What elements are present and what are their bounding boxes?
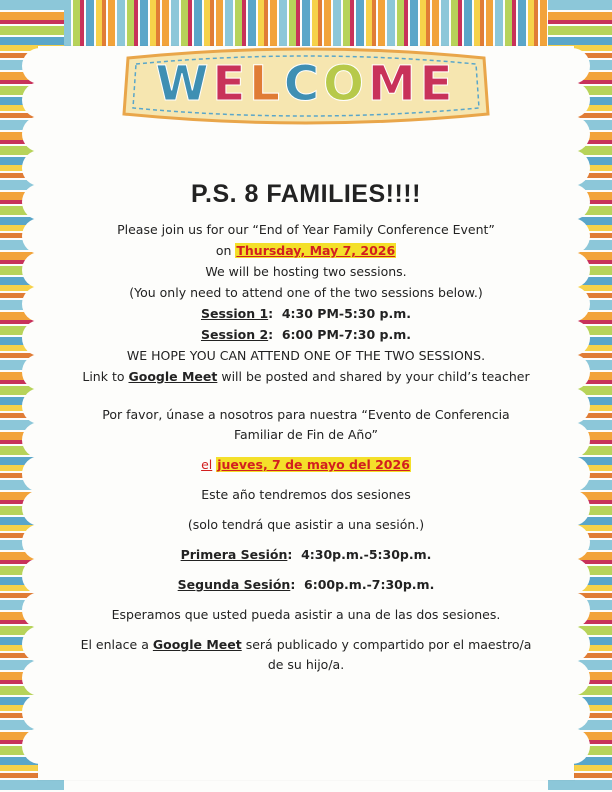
spanish-invite-line-1: Por favor, únase a nosotros para nuestra “Evento de Conferencia (102, 407, 510, 422)
scallop-edge (554, 524, 590, 560)
scallop-edge (554, 422, 590, 458)
scallop-edge (554, 456, 590, 492)
scallop-edge (22, 660, 58, 696)
event-date-highlight: Thursday, May 7, 2026 (236, 243, 396, 258)
scallop-edge (22, 150, 58, 186)
scallop-edge (554, 354, 590, 390)
link-suffix: will be posted and shared by your child’s teacher (221, 369, 530, 384)
spanish-session-1-time: 4:30p.m.-5:30p.m. (301, 547, 432, 562)
scallop-edge (22, 252, 58, 288)
scallop-edge (554, 728, 590, 764)
spanish-attend-one-note: (solo tendrá que asistir a una sesión.) (187, 517, 425, 532)
welcome-letter: L (249, 56, 284, 112)
invite-text: Please join us for our “End of Year Family Conference Event” (117, 222, 495, 237)
welcome-letter: E (419, 56, 457, 112)
scallop-edge (554, 694, 590, 730)
session-2-label: Session 2 (200, 327, 269, 342)
scallop-edge (554, 82, 590, 118)
scallop-edge (22, 388, 58, 424)
scallop-edge (22, 184, 58, 220)
welcome-letter: W (155, 56, 213, 112)
spanish-date-highlight: jueves, 7 de mayo del 2026 (217, 457, 410, 472)
spanish-session-2-label: Segunda Sesión (177, 577, 291, 592)
scallop-edge (554, 490, 590, 526)
welcome-letter: C (283, 56, 324, 112)
scallop-edge (554, 592, 590, 628)
hope-text: WE HOPE YOU CAN ATTEND ONE OF THE TWO SESSIONS. (126, 348, 486, 363)
spanish-google-meet-link[interactable]: Google Meet (152, 637, 242, 652)
scallop-edge (554, 286, 590, 322)
scallop-edge (22, 320, 58, 356)
session-1-label: Session 1 (200, 306, 269, 321)
spanish-link-suffix-2: de su hijo/a. (267, 657, 345, 672)
scallop-edge (22, 626, 58, 662)
scallop-edge (22, 694, 58, 730)
scallop-edge (554, 184, 590, 220)
scallop-edge (554, 218, 590, 254)
spanish-session-1-line: Primera Sesión: 4:30p.m.-5:30p.m. (180, 547, 432, 562)
spanish-session-2-time: 6:00p.m.-7:30p.m. (304, 577, 435, 592)
session-2-time: 6:00 PM-7:30 p.m. (281, 327, 412, 342)
session-1-line: Session 1: 4:30 PM-5:30 p.m. (200, 306, 412, 321)
welcome-heading (118, 52, 494, 116)
spanish-invite-line-2: Familiar de Fin de Año” (233, 427, 379, 442)
session-1-time: 4:30 PM-5:30 p.m. (281, 306, 412, 321)
spanish-link-prefix: El enlace a (80, 637, 149, 652)
scallop-edge (554, 150, 590, 186)
scallop-edge (554, 660, 590, 696)
scallop-edge (22, 48, 58, 84)
scallop-edge (22, 422, 58, 458)
hosting-text: We will be hosting two sessions. (205, 264, 407, 279)
link-prefix: Link to (82, 369, 125, 384)
scallop-edge (554, 320, 590, 356)
spanish-date-line (60, 455, 552, 475)
scallop-edge (22, 490, 58, 526)
scallop-edge (22, 82, 58, 118)
scallop-edge (554, 48, 590, 84)
meet-link-line (60, 366, 552, 387)
welcome-letter: O (323, 56, 368, 112)
welcome-letter: M (367, 56, 420, 112)
page-title: P.S. 8 FAMILIES!!!! (191, 180, 421, 208)
spanish-link-suffix-1: será publicado y compartido por el maestro/a (245, 637, 532, 652)
scallop-edge (554, 558, 590, 594)
scallop-edge (22, 218, 58, 254)
event-date-line (60, 240, 552, 261)
scallop-edge (22, 728, 58, 764)
scallop-edge (22, 354, 58, 390)
session-2-line: Session 2: 6:00 PM-7:30 p.m. (200, 327, 412, 342)
scallop-edge (22, 558, 58, 594)
welcome-letter: E (212, 56, 250, 112)
spanish-hope-text: Esperamos que usted pueda asistir a una de las dos sesiones. (111, 607, 501, 622)
scallop-edge (22, 286, 58, 322)
welcome-banner (118, 44, 494, 126)
scallop-edge (22, 456, 58, 492)
scallop-edge (22, 116, 58, 152)
scallop-edge (554, 252, 590, 288)
spanish-meet-link-line (60, 635, 552, 655)
date-prefix: on (215, 243, 232, 258)
scallop-edge (22, 524, 58, 560)
scallop-edge (554, 116, 590, 152)
flyer-content (60, 180, 552, 675)
scallop-edge (22, 592, 58, 628)
scallop-edge (554, 626, 590, 662)
spanish-session-2-line: Segunda Sesión: 6:00p.m.-7:30p.m. (177, 577, 435, 592)
attend-one-note: (You only need to attend one of the two sessions below.) (129, 285, 483, 300)
spanish-session-1-label: Primera Sesión (180, 547, 288, 562)
google-meet-link[interactable]: Google Meet (128, 369, 218, 384)
scallop-edge (554, 388, 590, 424)
spanish-sessions-text: Este año tendremos dos sesiones (201, 487, 411, 502)
spanish-date-prefix: el (201, 457, 213, 472)
